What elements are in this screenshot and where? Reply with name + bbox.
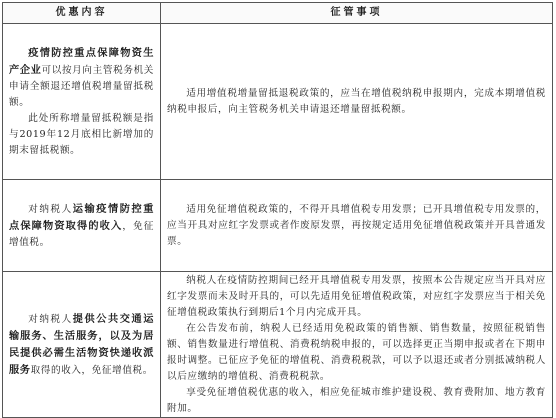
table-cell-preferential [3,180,161,272]
cell-paragraph [9,201,154,251]
body-text: 此处所称增量留抵税额是指与2019年12月底相比新增加的期末留抵税额。 [9,112,154,156]
cell-paragraph [9,111,154,159]
table-cell-administration [161,180,553,272]
cell-paragraph: 在公告发布前，纳税人已经适用免税政策的销售额、销售数量，按照征税销售额、销售数量进行增值税、消费税纳税申报的，可以选择更正当期申报或者在下期申报时调整。已征应予免征的增值税、消费税税款，可以予以退还或者分别抵减纳税人以后应缴纳的增值税、消费税税款。 [167,322,546,382]
cell-paragraph: 享受免征增值税优惠的收入，相应免征城市维护建设税、教育费附加、地方教育附加。 [167,386,546,414]
body-text: 取得的收入，免征增值税。 [30,364,153,376]
cell-paragraph [9,311,154,379]
header-administration-matters: 征管事项 [161,3,553,24]
table-cell-administration [161,24,553,180]
cell-paragraph: 适用增值税增量留抵退税政策的，应当在增值税纳税申报期内，完成本期增值税纳税申报后，向主管税务机关申请退还增量留抵税额。 [167,87,546,115]
table-row [3,180,553,272]
body-text: ，免征增值税。 [9,220,154,248]
table-cell-administration [161,272,553,418]
cell-paragraph: 适用免征增值税政策的，不得开具增值税专用发票；已开具增值税专用发票的，应当开具对应红字发票或者作废原发票，再按规定适用免征增值税政策并开具普通发票。 [167,203,546,247]
body-text: 对纳税人 [28,203,73,215]
body-text: 对纳税人 [28,313,73,325]
header-preferential-content: 优惠内容 [3,3,161,24]
table-header-row [3,3,553,24]
cell-paragraph [9,45,154,111]
table-cell-preferential [3,24,161,180]
table-cell-preferential [3,272,161,418]
body-text: 可以按月向主管税务机关申请全额退还增值税增量留抵税额。 [9,64,154,108]
table-row [3,24,553,180]
table-row [3,272,553,418]
cell-paragraph: 纳税人在疫情防控期间已经开具增值税专用发票，按照本公告规定应当开具对应红字发票而未及时开具的，可以先适用免征增值税政策，对应红字发票应当于相关免征增值税政策执行到期后1个月内完成开具。 [167,274,546,318]
emphasis-text: 运输疫情防控重点保障物资取得的收入 [9,202,155,232]
emphasis-text: 提供公共交通运输服务、生活服务，以及为居民提供必需生活物资快递收派服务 [9,312,155,376]
policy-table [2,2,553,418]
emphasis-text: 疫情防控重点保障物资生产企业 [9,46,154,76]
